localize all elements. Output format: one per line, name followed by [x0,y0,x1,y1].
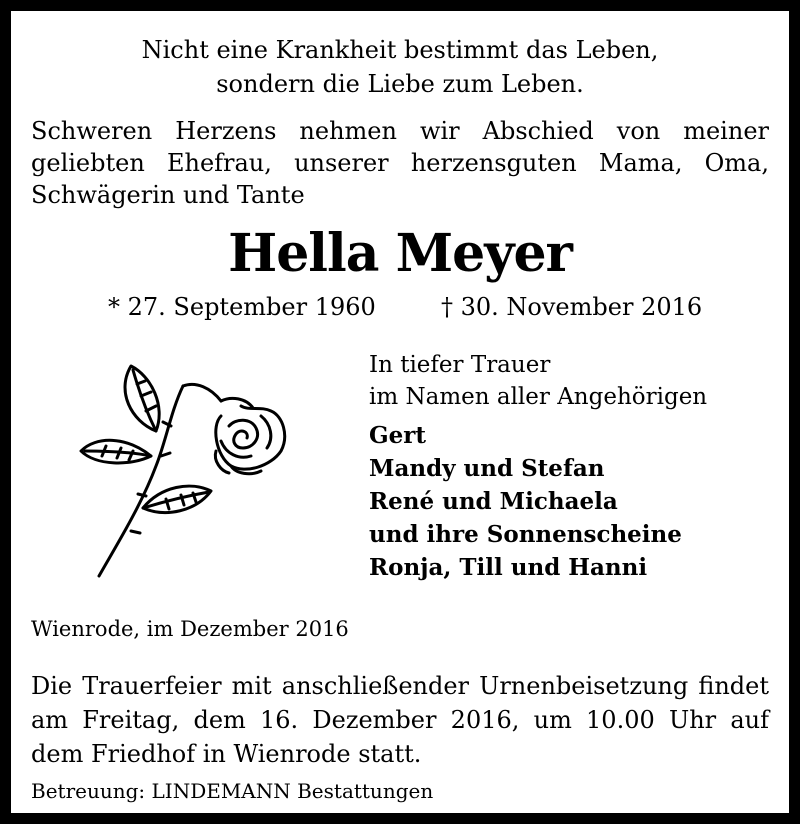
intro-text: Schweren Herzens nehmen wir Abschied von meiner geliebten Ehefrau, unserer herzensguten Mama, Oma, Schwägerin und Tante [31,117,769,209]
motto-line-2: sondern die Liebe zum Leben. [216,70,584,98]
mourning-line-1: In tiefer Trauer [369,352,551,378]
birth-date: * 27. September 1960 [108,293,376,321]
deceased-name: Hella Meyer [228,223,572,284]
funeral-home: Betreuung: LINDEMANN Bestattungen [31,779,434,803]
family-member: Mandy und Stefan [369,455,605,482]
mourning-line-2: im Namen aller Angehörigen [369,384,708,410]
place-date: Wienrode, im Dezember 2016 [31,617,349,641]
family-member: Gert [369,422,427,449]
ceremony-text: Die Trauerfeier mit anschließender Urnenbeisetzung findet am Freitag, dem 16. Dezember 2016, um 10.00 Uhr auf dem Friedhof in Wienrode statt. [31,672,769,768]
family-member: Ronja, Till und Hanni [369,554,648,581]
motto-line-1: Nicht eine Krankheit bestimmt das Leben, [141,36,659,64]
death-date: † 30. November 2016 [441,293,703,321]
family-member: René und Michaela [369,488,618,515]
family-member: und ihre Sonnenscheine [369,521,682,548]
rose-icon [71,356,301,586]
